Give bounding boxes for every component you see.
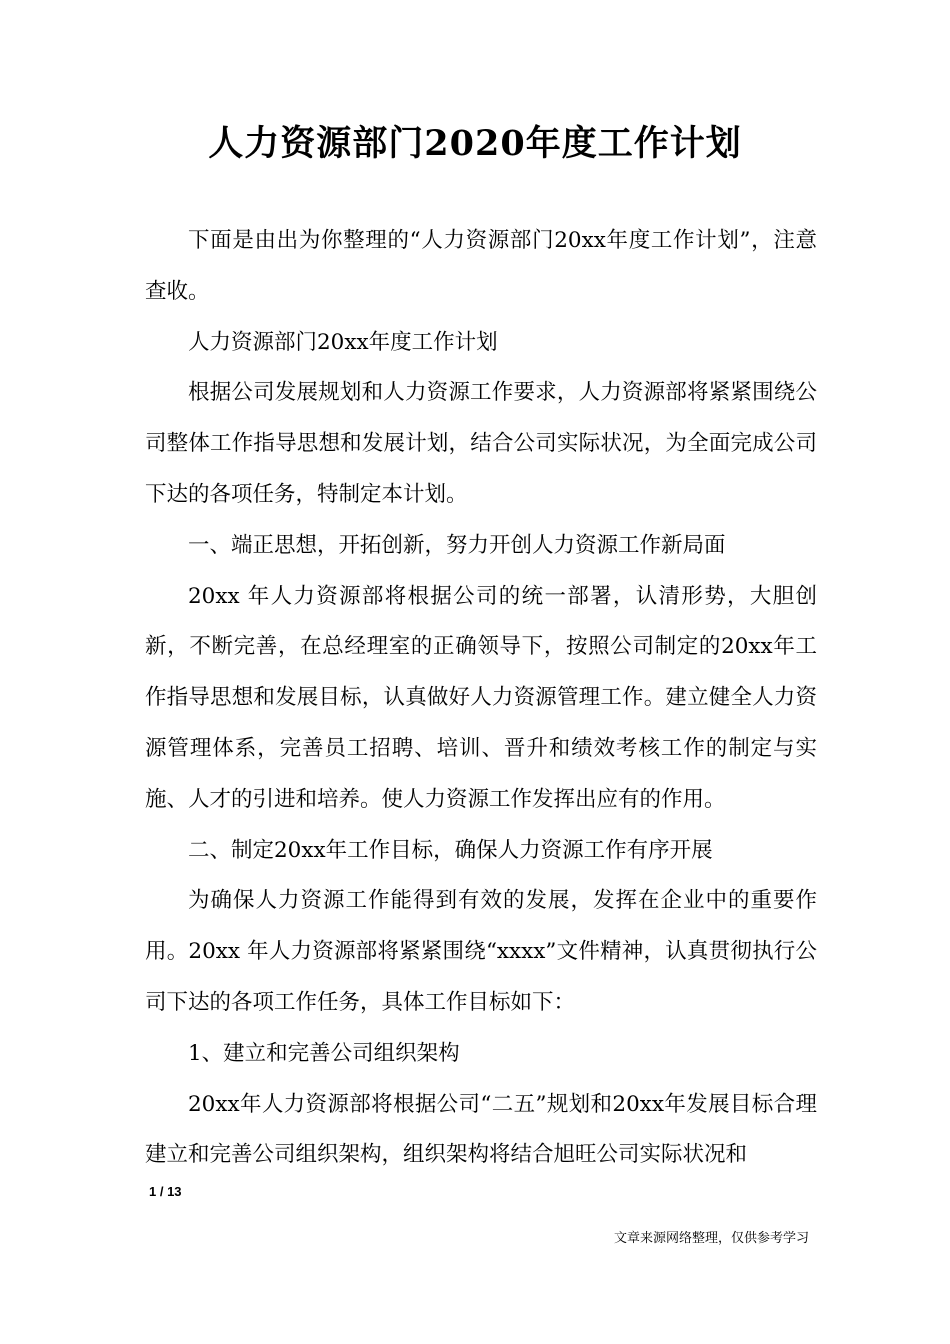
paragraph-subsection-one: 20xx年人力资源部将根据公司“二五”规划和20xx年发展目标合理建立和完善公司组织架构，组织架构将结合旭旺公司实际状况和 <box>145 1091 817 1168</box>
subsection-heading-one: 1、建立和完善公司组织架构 <box>188 1040 460 1066</box>
document-body <box>145 216 817 1181</box>
section-heading-two: 二、制定20xx年工作目标，确保人力资源工作有序开展 <box>188 837 713 863</box>
paragraph-section-one: 20xx 年人力资源部将根据公司的统一部署，认清形势，大胆创新，不断完善，在总经理室的正确领导下，按照公司制定的20xx年工作指导思想和发展目标，认真做好人力资源管理工作。建立健全人力资源管理体系，完善员工招聘、培训、晋升和绩效考核工作的制定与实施、人才的引进和培养。使人力资源工作发挥出应有的作用。 <box>145 583 817 812</box>
paragraph-intro: 下面是由出为你整理的“人力资源部门20xx年度工作计划”，注意查收。 <box>145 228 817 304</box>
paragraph-purpose: 根据公司发展规划和人力资源工作要求，人力资源部将紧紧围绕公司整体工作指导思想和发展计划，结合公司实际状况，为全面完成公司下达的各项任务，特制定本计划。 <box>145 380 817 507</box>
document-title: 人力资源部门2020年度工作计划 <box>208 123 742 164</box>
paragraph-section-two: 为确保人力资源工作能得到有效的发展，发挥在企业中的重要作用。20xx 年人力资源部将紧紧围绕“xxxx”文件精神，认真贯彻执行公司下达的各项工作任务，具体工作目标如下： <box>145 888 817 1015</box>
paragraph-subtitle: 人力资源部门20xx年度工作计划 <box>188 329 498 355</box>
page-number: 1 / 13 <box>149 1184 182 1199</box>
section-heading-one: 一、端正思想，开拓创新，努力开创人力资源工作新局面 <box>188 532 726 558</box>
footer-note: 文章来源网络整理，仅供参考学习 <box>613 1231 809 1246</box>
